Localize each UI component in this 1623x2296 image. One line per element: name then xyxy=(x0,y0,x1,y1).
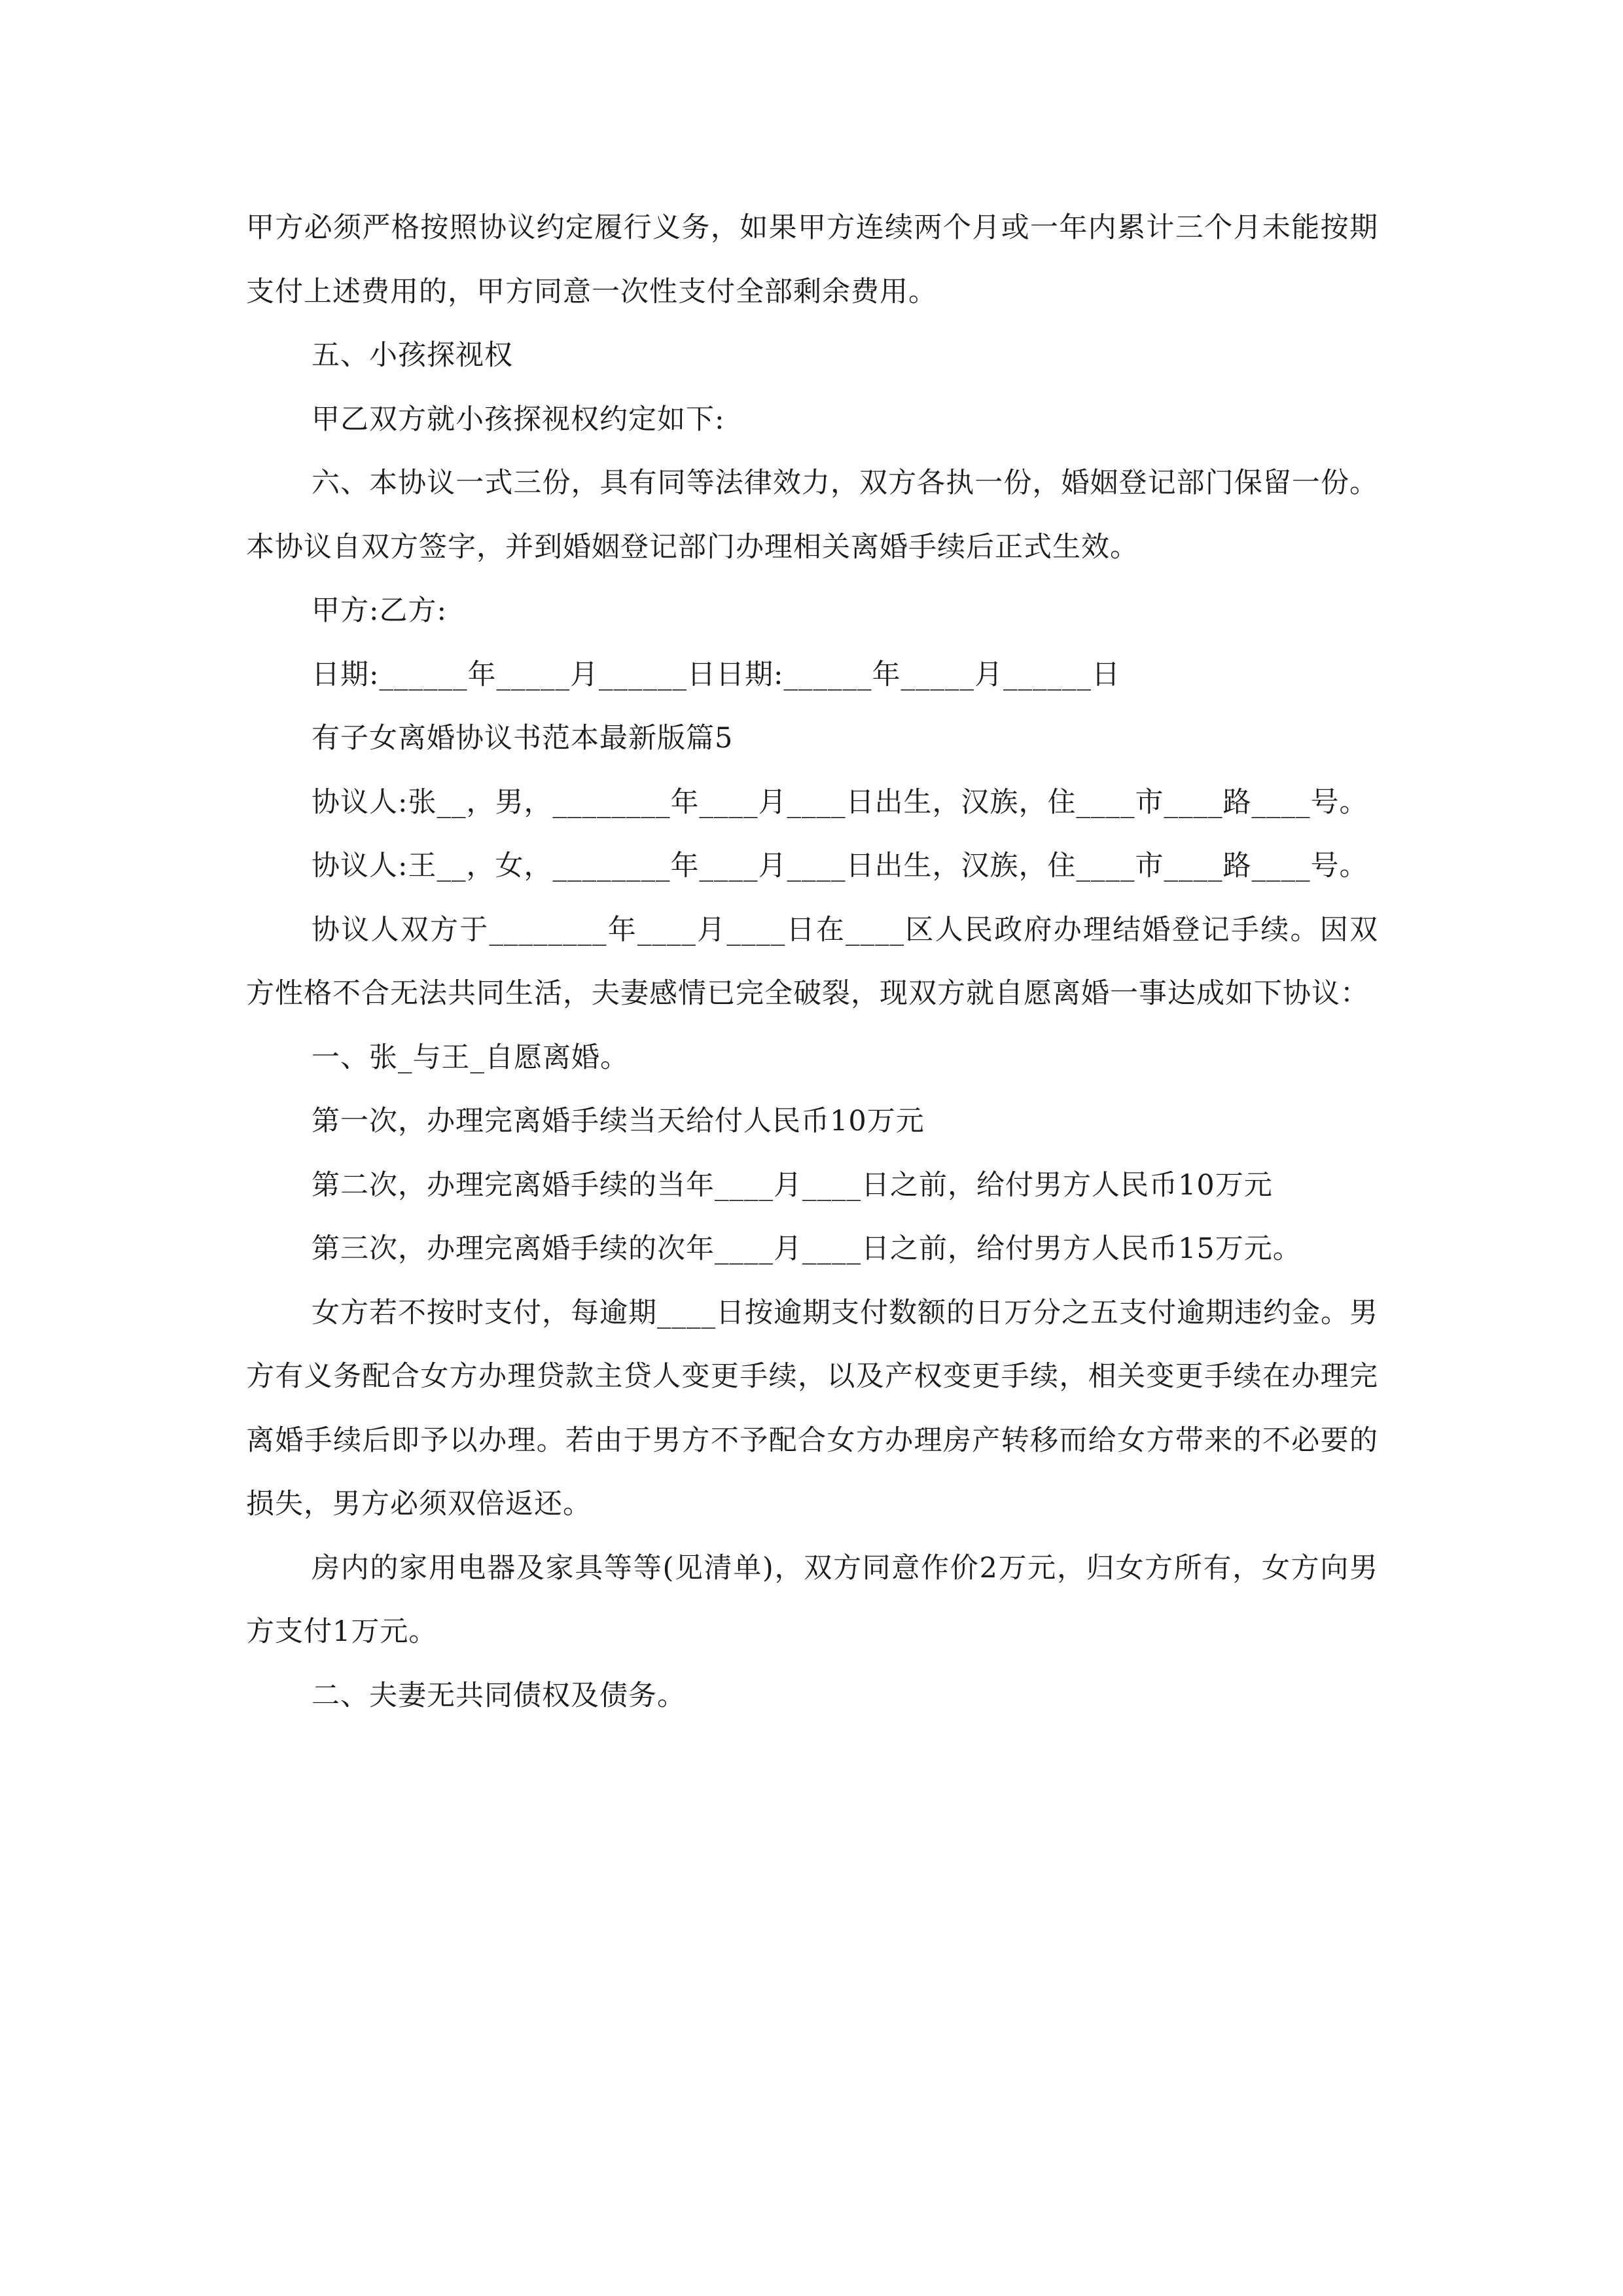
document-body xyxy=(246,196,1378,1728)
heading-child-visitation: 五、小孩探视权 xyxy=(312,339,513,372)
section-title: 有子女离婚协议书范本最新版篇5 xyxy=(312,722,734,755)
signature-date-line: 日期:______年_____月______日日期:______年_____月______日 xyxy=(312,658,1120,691)
paragraph-obligation-terms: 甲方必须严格按照协议约定履行义务，如果甲方连续两个月或一年内累计三个月未能按期支付上述费用的，甲方同意一次性支付全部剩余费用。 xyxy=(246,211,1378,308)
paragraph-copies-validity: 六、本协议一式三份，具有同等法律效力，双方各执一份，婚姻登记部门保留一份。本协议自双方签字，并到婚姻登记部门办理相关离婚手续后正式生效。 xyxy=(246,467,1378,564)
paragraph-late-payment-penalty: 女方若不按时支付，每逾期____日按逾期支付数额的日万分之五支付逾期违约金。男方有义务配合女方办理贷款主贷人变更手续，以及产权变更手续，相关变更手续在办理完离婚手续后即予以办理。若由于男方不予配合女方办理房产转移而给女方带来的不必要的损失，男方必须双倍返还。 xyxy=(246,1296,1378,1520)
payment-first-installment: 第一次，办理完离婚手续当天给付人民币10万元 xyxy=(312,1105,925,1138)
paragraph-marriage-background: 协议人双方于________年____月____日在____区人民政府办理结婚登记手续。因双方性格不合无法共同生活，夫妻感情已完全破裂，现双方就自愿离婚一事达成如下协议： xyxy=(246,913,1378,1010)
clause-no-joint-debts: 二、夫妻无共同债权及债务。 xyxy=(312,1679,686,1712)
party-wang-info: 协议人:王__，女，________年____月____日出生，汉族，住____市____路____号。 xyxy=(312,850,1368,882)
clause-voluntary-divorce: 一、张_与王_自愿离婚。 xyxy=(312,1041,629,1074)
signature-parties-line: 甲方:乙方: xyxy=(312,594,447,627)
payment-third-installment: 第三次，办理完离婚手续的次年____月____日之前，给付男方人民币15万元。 xyxy=(312,1232,1302,1265)
paragraph-household-items: 房内的家用电器及家具等等(见清单)，双方同意作价2万元，归女方所有，女方向男方支付1万元。 xyxy=(246,1551,1378,1648)
paragraph-visitation-agreement: 甲乙双方就小孩探视权约定如下: xyxy=(312,403,725,436)
party-zhang-info: 协议人:张__，男，________年____月____日出生，汉族，住____市____路____号。 xyxy=(312,785,1368,819)
payment-second-installment: 第二次，办理完离婚手续的当年____月____日之前，给付男方人民币10万元 xyxy=(312,1168,1273,1202)
